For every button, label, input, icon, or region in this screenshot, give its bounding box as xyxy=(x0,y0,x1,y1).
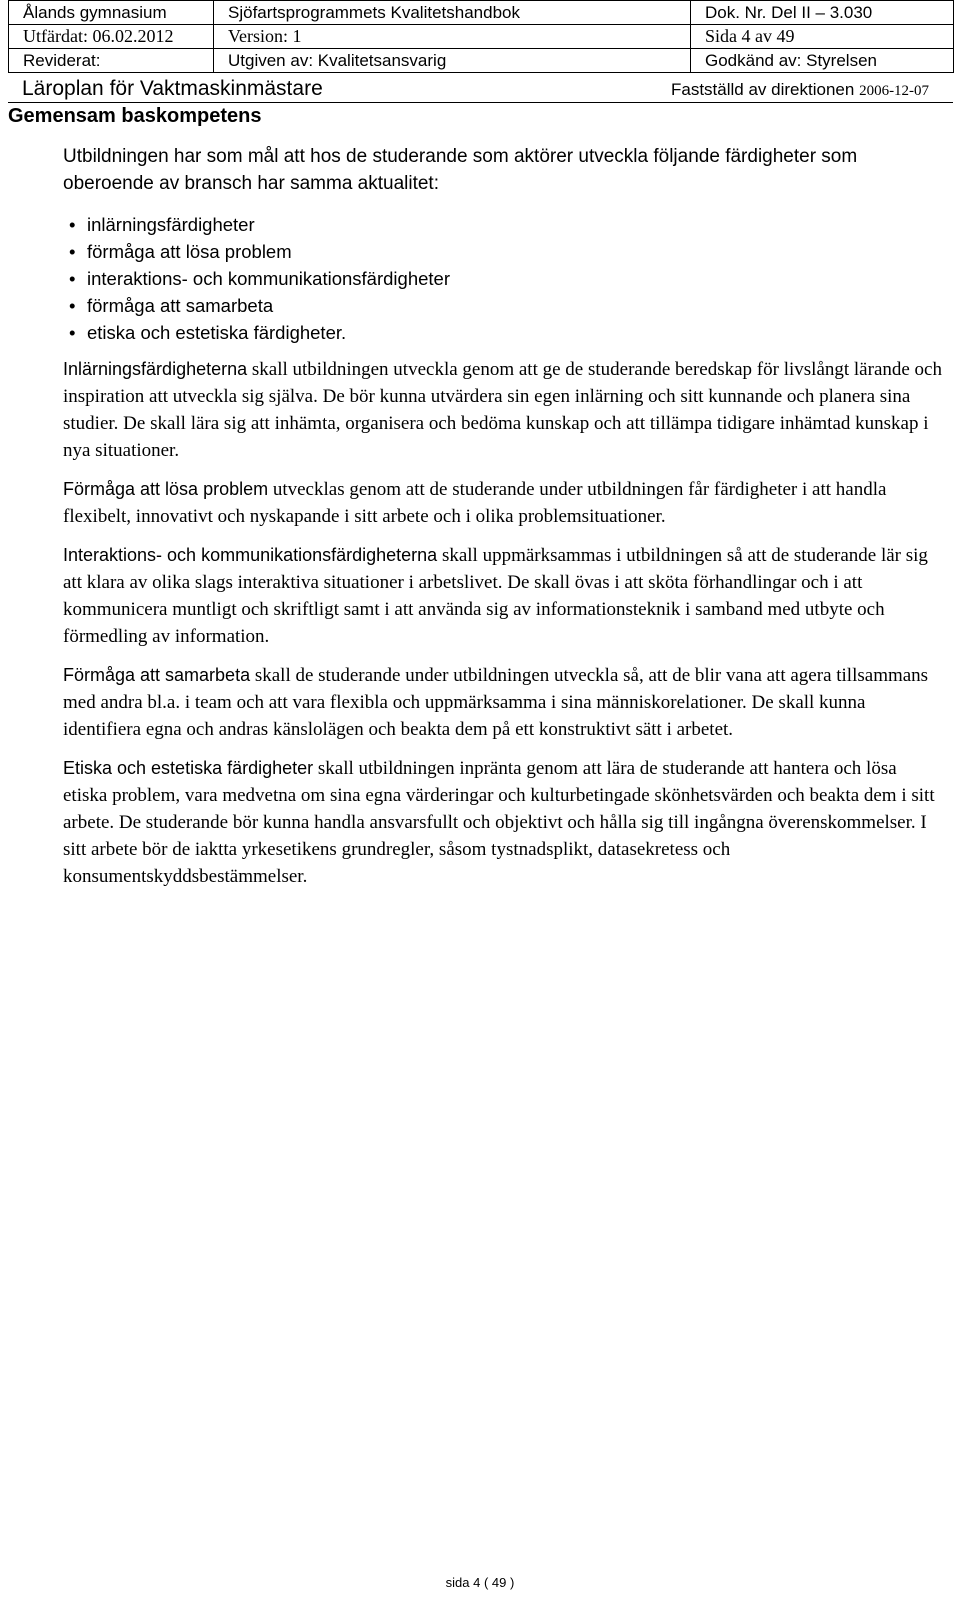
school-name: Ålands gymnasium xyxy=(9,1,214,25)
paragraph-lead: Förmåga att samarbeta xyxy=(63,665,251,685)
paragraph-text: skall de studerande under utbildningen utveckla så, att de blir vana att agera tillsammans med andra bl.a. i team och att vara flexibla och uppmärksamma i sina människorelationer. De skall kunna identifiera egna och andras känslolägen och beakta dem på ett konstruktivt sätt i arbetet. xyxy=(63,665,929,740)
learning-skills-paragraph xyxy=(63,356,943,464)
paragraph-text: skall uppmärksammas i utbildningen så att de studerande lär sig att klara av olika slags interaktiva situationer i arbetslivet. De skall övas i att sköta förhandlingar och i att kommunicera muntligt och skriftligt samt i att använda sig av informationsteknik i samband med utbyte och förmedling av information. xyxy=(63,545,928,647)
skills-list xyxy=(63,211,943,346)
page-indicator: Sida 4 av 49 xyxy=(691,25,954,49)
paragraph-text: utvecklas genom att de studerande under utbildningen får färdigheter i att handla flexibelt, innovativt och nyskapande i sitt arbete och i olika problemsituationer. xyxy=(63,479,887,527)
handbook-title: Sjöfartsprogrammets Kvalitetshandbok xyxy=(214,1,691,25)
skills-list-item: • etiska och estetiska färdigheter. xyxy=(87,319,943,346)
skills-list-item: • förmåga att lösa problem xyxy=(87,238,943,265)
paragraph-lead: Inlärningsfärdigheterna xyxy=(63,359,248,379)
established-label: Fastställd av direktionen xyxy=(671,80,855,99)
problem-solving-paragraph xyxy=(63,476,943,530)
cooperation-paragraph xyxy=(63,662,943,743)
established-info xyxy=(671,77,929,104)
curriculum-title: Läroplan för Vaktmaskinmästare xyxy=(22,77,323,100)
skills-list-item: • inlärningsfärdigheter xyxy=(87,211,943,238)
curriculum-header xyxy=(8,76,953,103)
header-row-2 xyxy=(9,25,954,49)
section-title: Gemensam baskompetens xyxy=(8,105,262,127)
established-date: 2006-12-07 xyxy=(859,83,930,99)
issued-date: Utfärdat: 06.02.2012 xyxy=(9,25,214,49)
communication-paragraph xyxy=(63,542,943,650)
paragraph-lead: Interaktions- och kommunikationsfärdigheterna xyxy=(63,545,438,565)
header-row-3 xyxy=(9,49,954,73)
intro-paragraph: Utbildningen har som mål att hos de studerande som aktörer utveckla följande färdigheter som oberoende av bransch har samma aktualitet: xyxy=(63,146,858,194)
paragraph-lead: Förmåga att lösa problem xyxy=(63,479,269,499)
paragraph-lead: Etiska och estetiska färdigheter xyxy=(63,758,314,778)
approved-by: Godkänd av: Styrelsen xyxy=(691,49,954,73)
paragraph-text: skall utbildningen inpränta genom att lära de studerande att hantera och lösa etiska problem, vara medvetna om sina egna värderingar och kulturbetingade skönhetsvärden och beakta dem i sitt arbete. De studerande bör kunna handla ansvarsfullt och objektivt och hålla sig till ingångna överenskommelser. I sitt arbete bör de iaktta yrkesetikens grundregler, såsom tystnadsplikt, datasekretess och konsumentskyddsbestämmelser. xyxy=(63,758,935,887)
skills-list-item: • interaktions- och kommunikationsfärdigheter xyxy=(87,265,943,292)
paragraph-text: skall utbildningen utveckla genom att ge de studerande beredskap för livslångt lärande och inspiration att utveckla sig själva. De bör kunna utvärdera sin egen inlärning och sitt kunnande och planera sina studier. De skall lära sig att inhämta, organisera och bedöma kunskap och att tillämpa tidigare inhämtad kunskap i nya situationer. xyxy=(63,359,942,461)
published-by: Utgiven av: Kvalitetsansvarig xyxy=(214,49,691,73)
document-number: Dok. Nr. Del II – 3.030 xyxy=(691,1,954,25)
header-row-1 xyxy=(9,1,954,25)
document-header-table xyxy=(8,0,954,73)
version: Version: 1 xyxy=(214,25,691,49)
page-footer: sida 4 ( 49 ) xyxy=(445,1575,515,1590)
ethics-paragraph xyxy=(63,755,943,890)
skills-list-item: • förmåga att samarbeta xyxy=(87,292,943,319)
document-body xyxy=(63,143,943,890)
revised-label: Reviderat: xyxy=(9,49,214,73)
